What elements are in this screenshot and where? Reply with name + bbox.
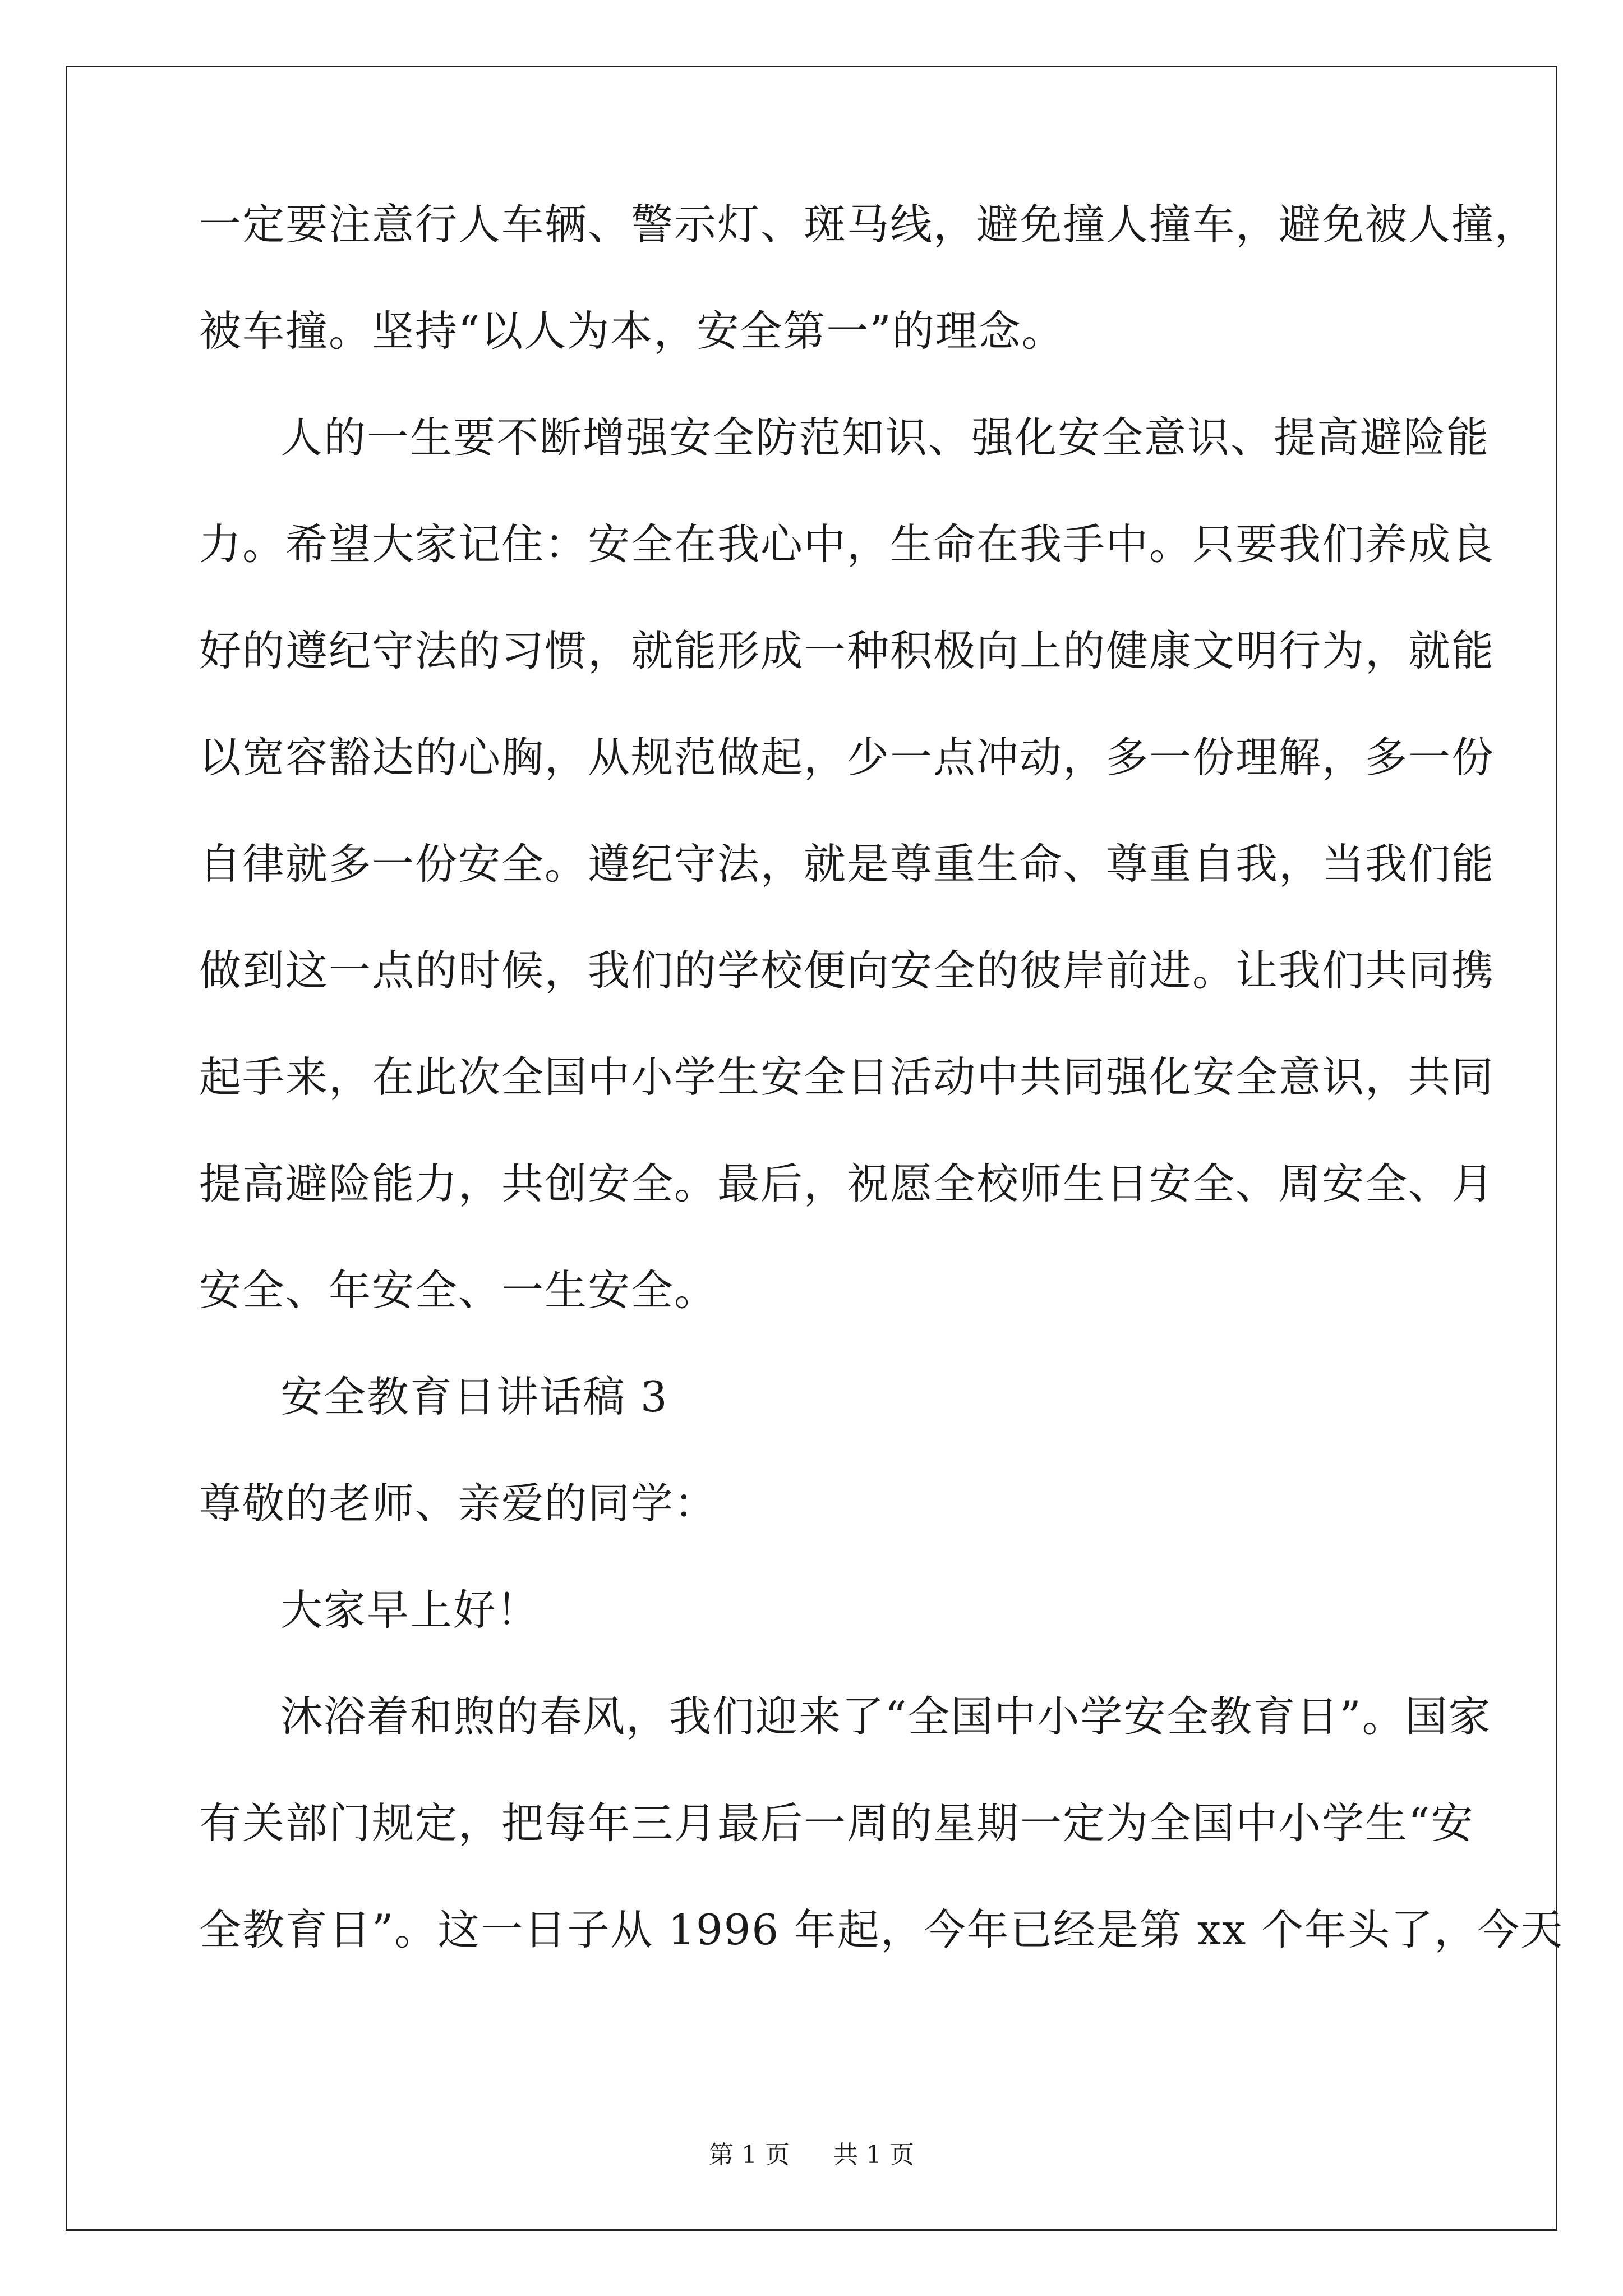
page-footer (0, 2138, 1623, 2172)
section-heading: 安全教育日讲话稿 3 (280, 1372, 668, 1421)
text-line: 沐浴着和煦的春风，我们迎来了“全国中小学安全教育日”。国家 (280, 1692, 1492, 1741)
salutation: 尊敬的老师、亲爱的同学： (199, 1479, 718, 1528)
text-line: 全教育日”。这一日子从 1996 年起，今年已经是第 xx 个年头了，今天 (199, 1905, 1564, 1954)
text-line: 有关部门规定，把每年三月最后一周的星期一定为全国中小学生“安 (199, 1798, 1474, 1848)
text-line: 一定要注意行人车辆、警示灯、斑马线，避免撞人撞车，避免被人撞， (199, 200, 1538, 249)
text-line: 做到这一点的时候，我们的学校便向安全的彼岸前进。让我们共同携 (199, 946, 1495, 995)
text-line: 自律就多一份安全。遵纪守法，就是尊重生命、尊重自我，当我们能 (199, 839, 1495, 889)
text-line: 起手来，在此次全国中小学生安全日活动中共同强化安全意识，共同 (199, 1052, 1495, 1102)
text-line: 提高避险能力，共创安全。最后，祝愿全校师生日安全、周安全、月 (199, 1159, 1495, 1208)
greeting: 大家早上好！ (280, 1585, 540, 1635)
text-line: 以宽容豁达的心胸，从规范做起，少一点冲动，多一份理解，多一份 (199, 733, 1495, 782)
text-line: 被车撞。坚持“以人为本，安全第一”的理念。 (199, 306, 1065, 356)
text-line: 人的一生要不断增强安全防范知识、强化安全意识、提高避险能 (280, 413, 1490, 462)
page-number-current: 第 1 页 (709, 2141, 790, 2169)
text-line: 力。希望大家记住：安全在我心中，生命在我手中。只要我们养成良 (199, 519, 1495, 569)
text-line: 好的遵纪守法的习惯，就能形成一种积极向上的健康文明行为，就能 (199, 626, 1495, 675)
page-number-total: 共 1 页 (833, 2141, 914, 2169)
text-line: 安全、年安全、一生安全。 (199, 1266, 718, 1315)
